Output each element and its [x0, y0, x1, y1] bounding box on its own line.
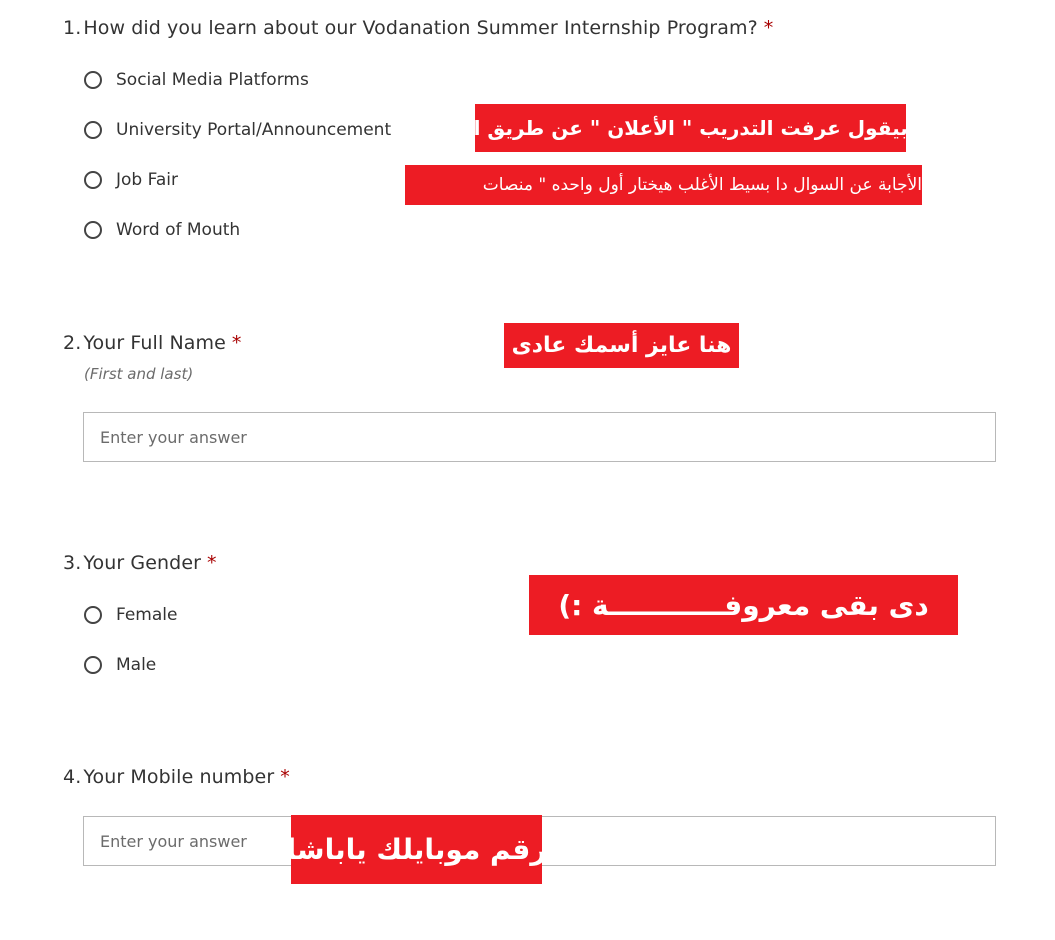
question-number: 1.: [63, 17, 82, 39]
question-4-title: [63, 766, 290, 788]
question-text: How did you learn about our Vodanation Summer Internship Program?: [83, 17, 758, 39]
option-label: Social Media Platforms: [116, 70, 309, 90]
option-label: University Portal/Announcement: [116, 120, 392, 140]
required-asterisk: *: [763, 17, 774, 39]
radio-button[interactable]: [84, 221, 102, 239]
question-text: Your Mobile number: [83, 766, 275, 788]
option-label: Word of Mouth: [116, 220, 241, 240]
question-number: 3.: [63, 552, 82, 574]
radio-button[interactable]: [84, 171, 102, 189]
question-number: 4.: [63, 766, 82, 788]
option-label: Male: [116, 655, 157, 675]
question-2-title: [63, 332, 242, 354]
annotation-q2: هنا عايز أسمك عادى: [504, 323, 739, 368]
annotation-q3: دى بقى معروفــــــــــــة :): [529, 575, 958, 635]
annotation-q1-line2: الأجابة عن السوال دا بسيط الأغلب هيختار أول واحده " منصات: [405, 165, 922, 205]
question-text: Your Full Name: [83, 332, 226, 354]
annotation-q4: رقم موبايلك ياباشا: [291, 815, 542, 884]
required-asterisk: *: [207, 552, 217, 574]
question-1-title: [63, 17, 773, 39]
radio-button[interactable]: [84, 71, 102, 89]
option-social-media[interactable]: [84, 67, 309, 93]
radio-button[interactable]: [84, 606, 102, 624]
option-male[interactable]: [84, 652, 156, 678]
question-3-title: [63, 552, 217, 574]
annotation-q1-line1: هنا بيقول عرفت التدريب " الأعلان " عن طريق اى ؟: [475, 104, 906, 152]
option-label: Female: [116, 605, 178, 625]
radio-button[interactable]: [84, 656, 102, 674]
option-word-of-mouth[interactable]: [84, 217, 240, 243]
option-label: Job Fair: [116, 170, 178, 190]
question-subtitle: (First and last): [84, 365, 194, 383]
option-female[interactable]: [84, 602, 177, 628]
question-number: 2.: [63, 332, 82, 354]
required-asterisk: *: [280, 766, 290, 788]
full-name-input[interactable]: [83, 412, 996, 462]
radio-button[interactable]: [84, 121, 102, 139]
required-asterisk: *: [231, 332, 242, 354]
option-university-portal[interactable]: [84, 117, 391, 143]
option-job-fair[interactable]: [84, 167, 178, 193]
question-text: Your Gender: [83, 552, 202, 574]
